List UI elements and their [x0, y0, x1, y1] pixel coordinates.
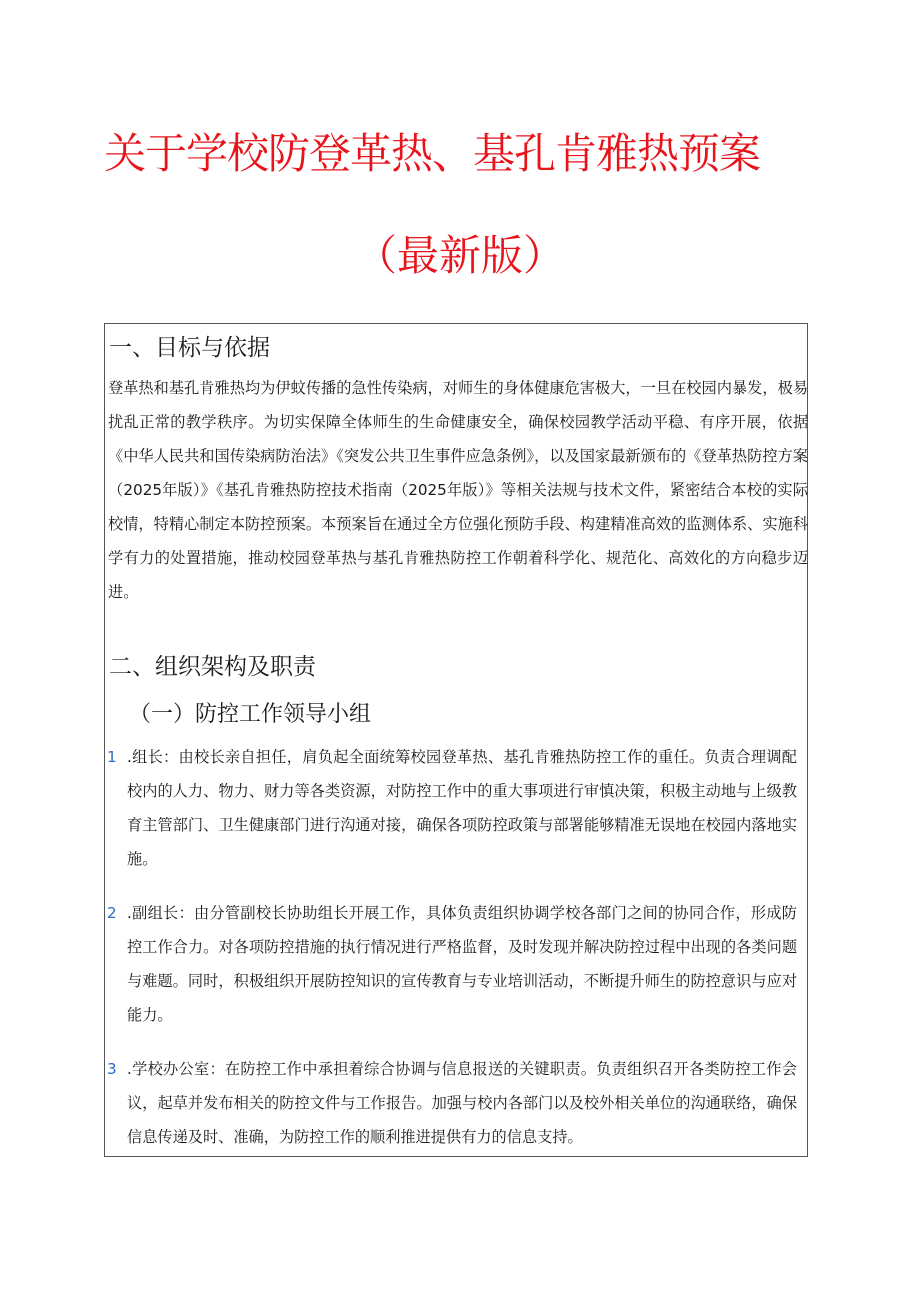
document-title: 关于学校防登革热、基孔肯雅热预案 [104, 129, 761, 178]
section-paragraph-goals: 登革热和基孔肯雅热均为伊蚊传播的急性传染病，对师生的身体健康危害极大，一旦在校园内暴发，极易扰乱正常的教学秩序。为切实保障全体师生的生命健康安全，确保校园教学活动平稳、有序开展，依据《中华人民共和国传染病防治法》《突发公共卫生事件应急条例》，以及国家最新颁布的《登革热防控方案（2025年版）》《基孔肯雅热防控技术指南（2025年版）》等相关法规与技术文件，紧密结合本校的实际校情，特精心制定本防控预案。本预案旨在通过全方位强化预防手段、构建精准高效的监测体系、实施科学有力的处置措施，推动校园登革热与基孔肯雅热防控工作朝着科学化、规范化、高效化的方向稳步迈进。 [108, 379, 808, 601]
section-heading-organization: 二、组织架构及职责 [109, 654, 316, 680]
list-item-number: 2 [107, 904, 117, 922]
list-item-text: .副组长：由分管副校长协助组长开展工作，具体负责组织协调学校各部门之间的协同合作，形成防控工作合力。对各项防控措施的执行情况进行严格监督，及时发现并解决防控过程中出现的各类问题与难题。同时，积极组织开展防控知识的宣传教育与专业培训活动，不断提升师生的防控意识与应对能力。 [127, 904, 797, 1024]
list-item-number: 3 [107, 1060, 117, 1078]
subsection-heading-leading-group: （一）防控工作领导小组 [129, 702, 372, 727]
content-frame [104, 323, 808, 1157]
section-heading-goals: 一、目标与依据 [109, 335, 270, 361]
list-item-text: .组长：由校长亲自担任，肩负起全面统筹校园登革热、基孔肯雅热防控工作的重任。负责合理调配校内的人力、物力、财力等各类资源，对防控工作中的重大事项进行审慎决策，积极主动地与上级教育主管部门、卫生健康部门进行沟通对接，确保各项防控政策与部署能够精准无误地在校园内落地实施。 [127, 748, 797, 868]
document-subtitle: （最新版） [354, 231, 565, 280]
list-item-text: .学校办公室：在防控工作中承担着综合协调与信息报送的关键职责。负责组织召开各类防控工作会议，起草并发布相关的防控文件与工作报告。加强与校内各部门以及校外相关单位的沟通联络，确保信息传递及时、准确，为防控工作的顺利推进提供有力的信息支持。 [127, 1060, 797, 1146]
list-item-number: 1 [107, 748, 117, 766]
